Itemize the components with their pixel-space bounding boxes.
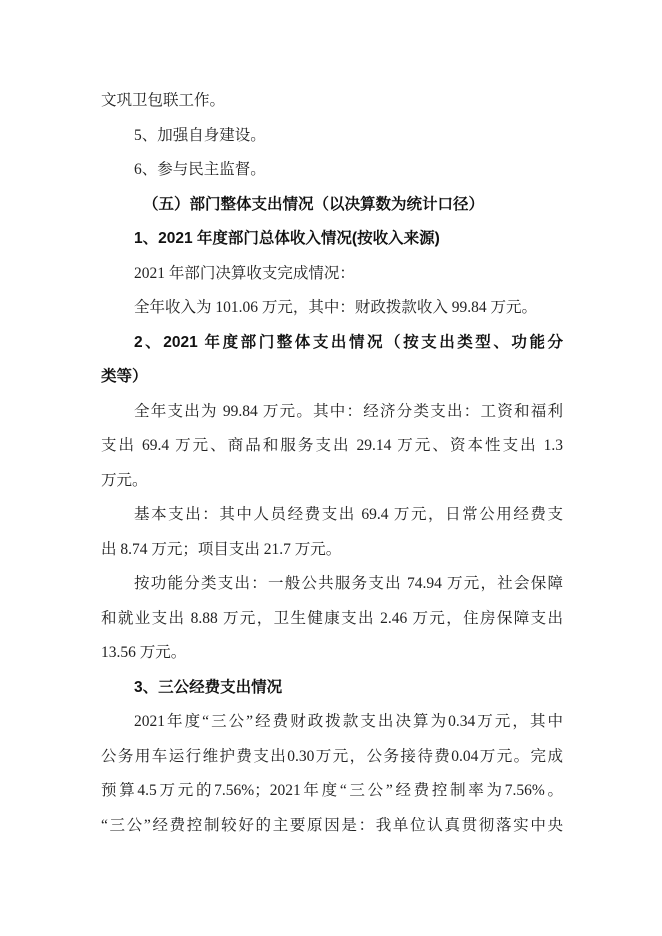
paragraph-line: 2021 年部门决算收支完成情况： (134, 264, 355, 282)
list-item: 5、加强自身建设。 (134, 126, 266, 144)
paragraph-line: 出 8.74 万元；项目支出 21.7 万元。 (101, 540, 342, 558)
paragraph-line: “三公”经费控制较好的主要原因是：我单位认真贯彻落实中央 (101, 816, 563, 834)
paragraph-line: 按功能分类支出：一般公共服务支出 74.94 万元，社会保障 (134, 575, 563, 592)
paragraph-line: 全年收入为 101.06 万元，其中：财政拨款收入 99.84 万元。 (134, 299, 538, 316)
subsection-heading: 3、三公经费支出情况 (134, 678, 283, 696)
paragraph-line: 13.56 万元。 (101, 644, 187, 661)
subsection-heading-continued: 类等） (101, 368, 148, 385)
paragraph-line: 基本支出：其中人员经费支出 69.4 万元，日常公用经费支 (134, 506, 563, 523)
paragraph-line: 预算4.5万元的7.56%；2021年度“三公”经费控制率为7.56%。 (101, 782, 563, 799)
paragraph-line: 全年支出为 99.84 万元。其中：经济分类支出：工资和福利 (134, 402, 563, 420)
paragraph-line: 2021年度“三公”经费财政拨款支出决算为0.34万元，其中 (134, 713, 563, 730)
subsection-heading: 1、2021 年度部门总体收入情况(按收入来源) (134, 230, 440, 247)
document-page (101, 84, 563, 843)
subsection-heading: 2、2021 年度部门整体支出情况（按支出类型、功能分 (134, 333, 563, 351)
paragraph-line: 支出 69.4 万元、商品和服务支出 29.14 万元、资本性支出 1.3 (101, 437, 563, 454)
paragraph-line: 公务用车运行维护费支出0.30万元，公务接待费0.04万元。完成 (101, 747, 563, 765)
paragraph-line: 和就业支出 8.88 万元，卫生健康支出 2.46 万元，住房保障支出 (101, 609, 563, 627)
list-item: 6、参与民主监督。 (134, 161, 266, 178)
paragraph-line: 万元。 (101, 471, 148, 489)
paragraph-line: 文巩卫包联工作。 (101, 92, 226, 109)
section-heading: （五）部门整体支出情况（以决算数为统计口径） (143, 195, 485, 213)
